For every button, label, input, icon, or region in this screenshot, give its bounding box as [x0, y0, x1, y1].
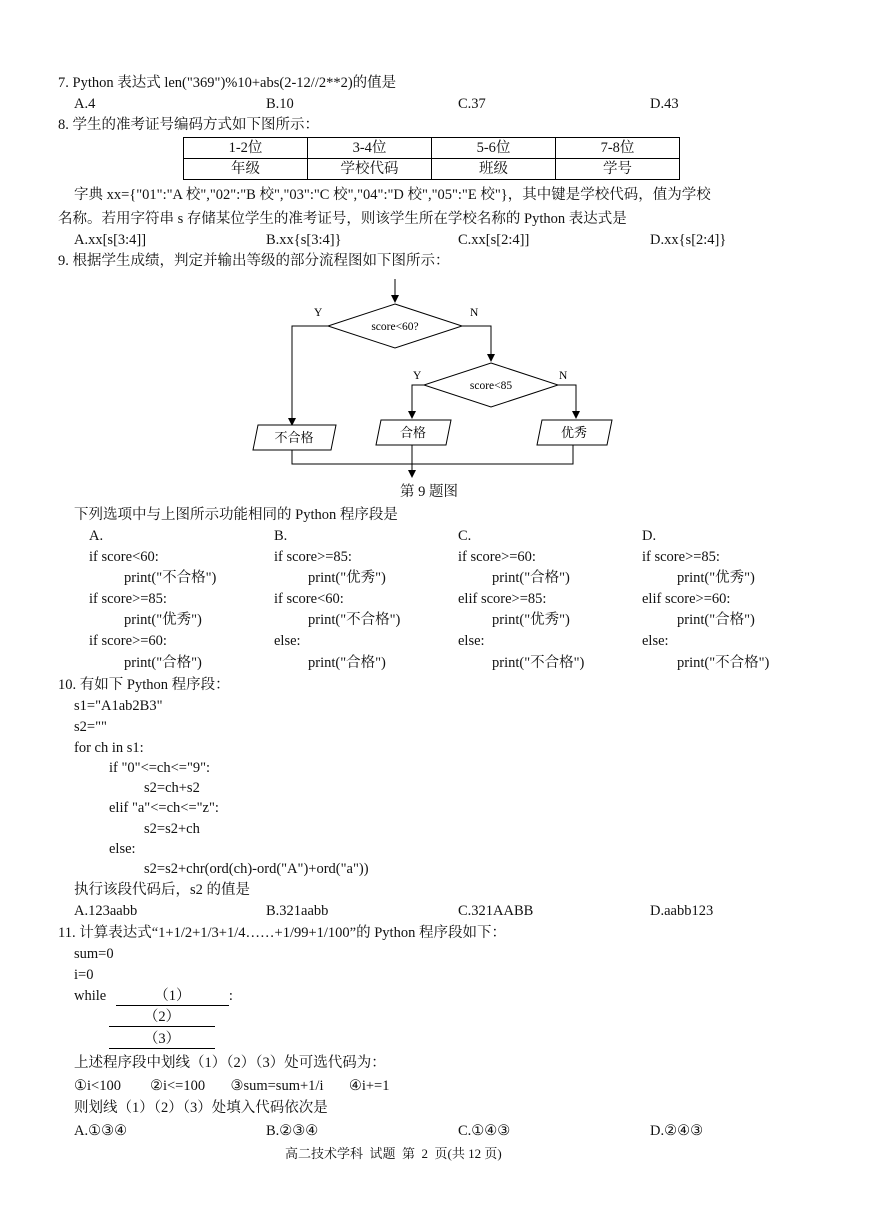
- blank-1: （1）: [116, 987, 229, 1006]
- code-line: print("合格"): [124, 655, 202, 671]
- code-line: s2=ch+s2: [144, 780, 200, 796]
- q7-option-c: C.37: [458, 96, 486, 112]
- q11-option-d: D.②④③: [650, 1123, 704, 1139]
- q9-stem: 9. 根据学生成绩，判定并输出等级的部分流程图如下图所示：: [58, 253, 450, 269]
- q8-stem: 8. 学生的准考证号编码方式如下图所示：: [58, 117, 319, 133]
- flow-out-fail: 不合格: [274, 430, 314, 445]
- code-line: print("不合格"): [124, 570, 217, 586]
- q9-choice-b-label: B.: [274, 528, 288, 544]
- code-line: print("优秀"): [677, 570, 755, 586]
- q9-prompt: 下列选项中与上图所示功能相同的 Python 程序段是: [74, 507, 398, 523]
- code-line-blank-3: [109, 1030, 215, 1049]
- code-line: s2=s2+chr(ord(ch)-ord("A")+ord("a")): [144, 861, 369, 877]
- colon: :: [228, 988, 233, 1004]
- code-line: print("合格"): [677, 612, 755, 628]
- while-keyword: while: [74, 988, 107, 1004]
- code-line: print("合格"): [492, 570, 570, 586]
- q11-choices: ①i<100 ②i<=100 ③sum=sum+1/i ④i+=1: [74, 1078, 390, 1094]
- code-line: if score>=60:: [458, 549, 536, 565]
- table-header-cell: 7-8位: [556, 138, 680, 159]
- flow-n-2: N: [559, 370, 568, 382]
- q9-choice-a-label: A.: [89, 528, 104, 544]
- table-header-cell: 3-4位: [308, 138, 432, 159]
- code-line: for ch in s1:: [74, 740, 144, 756]
- code-line: if score<60:: [89, 549, 159, 565]
- table-header-cell: 1-2位: [184, 138, 308, 159]
- q11-option-a: A.①③④: [74, 1123, 128, 1139]
- exam-id-table: [183, 137, 680, 180]
- q7-stem: 7. Python 表达式 len("369")%10+abs(2-12//2**2)的值是: [58, 75, 397, 91]
- code-line: print("优秀"): [124, 612, 202, 628]
- code-line: print("优秀"): [308, 570, 386, 586]
- q11-option-c: C.①④③: [458, 1123, 511, 1139]
- flow-y-2: Y: [413, 370, 422, 382]
- q7-option-d: D.43: [650, 96, 679, 112]
- table-cell: 学校代码: [308, 159, 432, 180]
- q10-after: 执行该段代码后，s2 的值是: [74, 882, 251, 898]
- q10-option-c: C.321AABB: [458, 903, 534, 919]
- table-cell: 班级: [432, 159, 556, 180]
- code-line: if score>=60:: [89, 633, 167, 649]
- code-line: elif score>=85:: [458, 591, 547, 607]
- code-line: else:: [274, 633, 301, 649]
- q10-option-d: D.aabb123: [650, 903, 714, 919]
- table-cell: 学号: [556, 159, 680, 180]
- q8-option-c: C.xx[s[2:4]]: [458, 232, 530, 248]
- flow-n-1: N: [470, 307, 479, 319]
- q7-option-b: B.10: [266, 96, 294, 112]
- code-line: print("合格"): [308, 655, 386, 671]
- q9-choice-d-label: D.: [642, 528, 657, 544]
- figure-caption: 第 9 题图: [400, 484, 458, 500]
- q8-text-1: 字典 xx={"01":"A 校","02":"B 校","03":"C 校","04":"D 校","05":"E 校"}，其中键是学校代码，值为学校: [74, 187, 711, 203]
- code-line: if score>=85:: [89, 591, 167, 607]
- q8-text-2: 名称。若用字符串 s 存储某位学生的准考证号，则该学生所在学校名称的 Python 表达式是: [58, 211, 627, 227]
- q11-option-b: B.②③④: [266, 1123, 319, 1139]
- flow-out-pass: 合格: [399, 425, 427, 440]
- code-line-while: [74, 987, 233, 1006]
- code-line: i=0: [74, 967, 94, 983]
- blank-3: （3）: [109, 1030, 215, 1049]
- table-cell: 年级: [184, 159, 308, 180]
- code-line: elif score>=60:: [642, 591, 731, 607]
- q11-prompt: 上述程序段中划线（1）（2）（3）处可选代码为：: [74, 1055, 386, 1071]
- code-line: s2=s2+ch: [144, 821, 200, 837]
- page-footer: 高二技术学科 试题 第 2 页(共 12 页): [285, 1146, 502, 1161]
- code-line: s2="": [74, 719, 107, 735]
- code-line: if score>=85:: [642, 549, 720, 565]
- q9-choice-c-label: C.: [458, 528, 472, 544]
- flowchart: [0, 275, 869, 495]
- q7-option-a: A.4: [74, 96, 96, 112]
- q10-stem: 10. 有如下 Python 程序段：: [58, 677, 230, 693]
- q8-option-d: D.xx{s[2:4]}: [650, 232, 727, 248]
- q11-stem: 11. 计算表达式“1+1/2+1/3+1/4……+1/99+1/100”的 Python 程序段如下：: [58, 925, 506, 941]
- code-line: print("不合格"): [308, 612, 401, 628]
- q8-option-a: A.xx[s[3:4]]: [74, 232, 147, 248]
- code-line-blank-2: [109, 1008, 215, 1027]
- flow-y-1: Y: [314, 307, 323, 319]
- code-line: elif "a"<=ch<="z":: [109, 800, 219, 816]
- code-line: print("优秀"): [492, 612, 570, 628]
- flow-out-excellent: 优秀: [560, 425, 588, 440]
- code-line: else:: [642, 633, 669, 649]
- code-line: print("不合格"): [677, 655, 770, 671]
- code-line: if score>=85:: [274, 549, 352, 565]
- q10-option-a: A.123aabb: [74, 903, 138, 919]
- table-header-cell: 5-6位: [432, 138, 556, 159]
- code-line: else:: [109, 841, 136, 857]
- code-line: if "0"<=ch<="9":: [109, 760, 211, 776]
- code-line: print("不合格"): [492, 655, 585, 671]
- q10-option-b: B.321aabb: [266, 903, 329, 919]
- flow-cond-2: score<85: [469, 380, 513, 392]
- code-line: sum=0: [74, 946, 114, 962]
- blank-2: （2）: [109, 1008, 215, 1027]
- q8-option-b: B.xx{s[3:4]}: [266, 232, 342, 248]
- code-line: if score<60:: [274, 591, 344, 607]
- code-line: s1="A1ab2B3": [74, 698, 163, 714]
- flow-cond-1: score<60?: [371, 321, 419, 333]
- q11-prompt-2: 则划线（1）（2）（3）处填入代码依次是: [74, 1100, 328, 1116]
- code-line: else:: [458, 633, 485, 649]
